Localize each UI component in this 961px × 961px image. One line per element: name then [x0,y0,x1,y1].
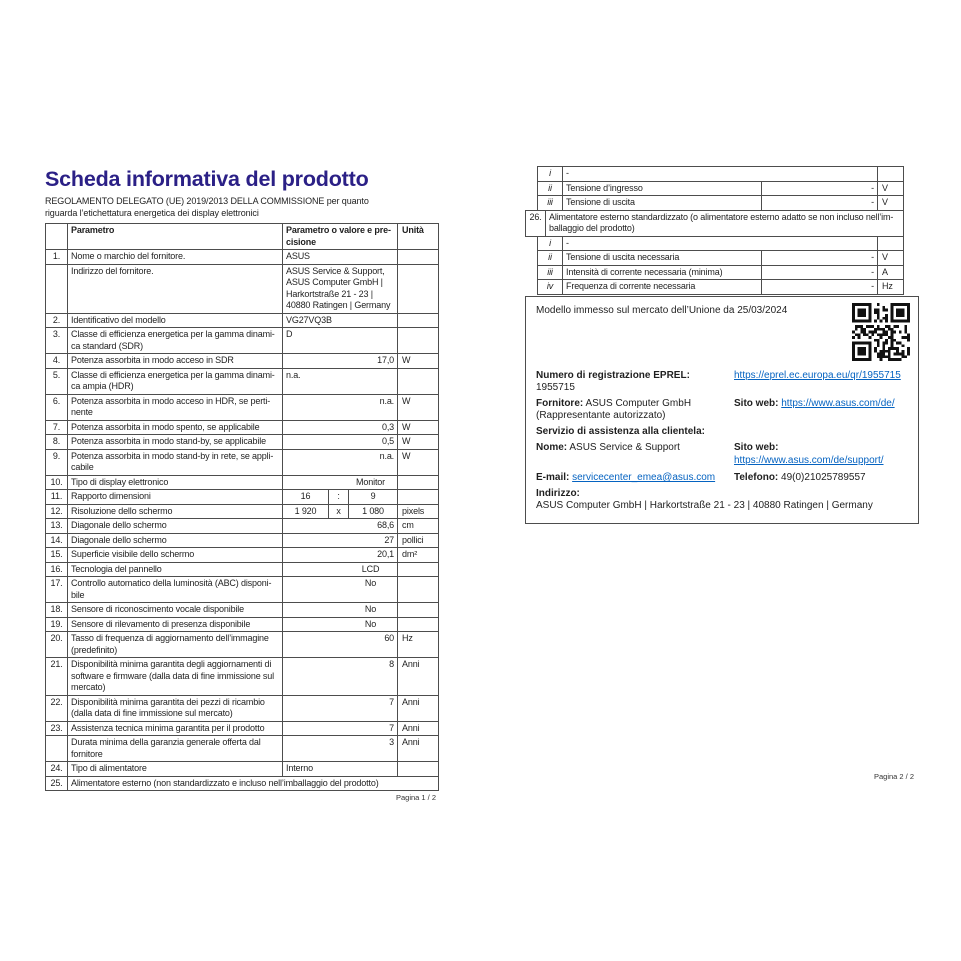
row-unit [398,475,439,490]
row-label: Disponibilità minima garantita degli aggiornamenti di software e firmware (dalla data di fine immissione sul mercato) [68,658,283,696]
row-num: 22. [46,695,68,721]
row-value: 7 [283,695,398,721]
eprel-label: Numero di registrazione EPREL: [536,369,690,381]
row-num [46,264,68,313]
row-unit [398,313,439,328]
row-unit: Anni [398,658,439,696]
row-label: Tensione di uscita necessaria [563,251,762,266]
table-row [46,420,439,435]
row-label: Indirizzo del fornitore. [68,264,283,313]
row-value: 68,6 [283,519,398,534]
table-row [526,210,904,236]
page-2 [525,166,919,511]
table-row [46,368,439,394]
email-link[interactable]: servicecenter_emea@asus.com [572,472,716,483]
row-unit [398,577,439,603]
table-row [46,548,439,563]
row-num: 10. [46,475,68,490]
row-value: 20,1 [283,548,398,563]
row-unit: V [878,181,904,196]
row-unit: W [398,449,439,475]
phone-label: Telefono: [734,472,779,483]
row-unit: Anni [398,695,439,721]
row-value: 27 [283,533,398,548]
row-num [46,736,68,762]
row-num: 3. [46,328,68,354]
table-row [46,562,439,577]
row-label: Tipo di display elettronico [68,475,283,490]
header-parametro: Parametro [68,224,283,250]
row-unit: W [398,435,439,450]
row-label: Risoluzione dello schermo [68,504,283,519]
row-unit [398,368,439,394]
row-value: No [283,577,398,603]
table-row [46,435,439,450]
row-unit: Hz [878,280,904,295]
row-label: Potenza assorbita in modo acceso in SDR [68,354,283,369]
table-row [46,475,439,490]
row-label: Superficie visibile dello schermo [68,548,283,563]
header-unita: Unità [398,224,439,250]
row-label: Identificativo del modello [68,313,283,328]
sub-parameters-table [537,236,904,295]
table-row [46,449,439,475]
row-unit [878,236,904,251]
header-valore: Parametro o valore e precisione [283,224,398,250]
row-value: 0,3 [283,420,398,435]
row-value-sep: : [329,490,349,505]
service-heading: Servizio di assistenza alla clientela: [536,425,705,437]
supplier [536,398,734,423]
table-row [538,251,904,266]
header-num [46,224,68,250]
row-num: 13. [46,519,68,534]
support-website [734,442,908,467]
row-label: Potenza assorbita in modo stand-by, se applicabile [68,435,283,450]
table-row [46,617,439,632]
table-row [46,328,439,354]
row-unit [398,250,439,265]
row-unit: Anni [398,736,439,762]
address-value: ASUS Computer GmbH | Harkortstraße 21 - 23 | 40880 Ratingen | Germany [536,500,873,511]
table-row [46,519,439,534]
row-num: 2. [46,313,68,328]
row-value: Monitor [283,475,398,490]
row-unit: dm² [398,548,439,563]
row-value: LCD [283,562,398,577]
row-label: Intensità di corrente necessaria (minima) [563,265,762,280]
row-unit [398,562,439,577]
row-num: 12. [46,504,68,519]
row-label: Durata minima della garanzia generale offerta dal fornitore [68,736,283,762]
table-row [46,762,439,777]
address-label: Indirizzo: [536,487,580,499]
row-unit: Anni [398,721,439,736]
website-label: Sito web: [734,397,779,409]
row-num: 21. [46,658,68,696]
page1-footer: Pagina 1 / 2 [395,793,436,802]
row-num: 24. [46,762,68,777]
row-unit [398,490,439,505]
product-table-body [46,250,439,791]
eprel-link[interactable]: https://eprel.ec.europa.eu/qr/1955715 [734,369,901,381]
row-subnum: iv [538,280,563,295]
row-value: 0,5 [283,435,398,450]
table-header-row [46,224,439,250]
row-label: Tensione di uscita [563,196,762,211]
name-value: ASUS Service & Support [569,442,680,453]
row-num: 15. [46,548,68,563]
row-value: 7 [283,721,398,736]
table-row [46,313,439,328]
row-value: - [762,196,878,211]
row-unit [398,603,439,618]
row-value: ASUS [283,250,398,265]
row-value: 8 [283,658,398,696]
table-row [46,603,439,618]
table-row [538,181,904,196]
row-value: 17,0 [283,354,398,369]
row-unit: pollici [398,533,439,548]
row-value: VG27VQ3B [283,313,398,328]
row-num: 16. [46,562,68,577]
row-num: 14. [46,533,68,548]
row-num: 5. [46,368,68,394]
row-unit [398,762,439,777]
row-label: Alimentatore esterno (non standardizzato e incluso nell’imballaggio del prodotto) [68,776,439,791]
row-subnum: ii [538,251,563,266]
row-unit [398,617,439,632]
row-label: Frequenza di corrente necessaria [563,280,762,295]
table-row [46,354,439,369]
row-label: Assistenza tecnica minima garantita per il prodotto [68,721,283,736]
row-label: Potenza assorbita in modo stand-by in rete, se applicabile [68,449,283,475]
row-label: Nome o marchio del fornitore. [68,250,283,265]
row-num: 20. [46,632,68,658]
row-value: n.a. [283,394,398,420]
row-subnum: iii [538,196,563,211]
sub-table-body [538,236,904,294]
row-label: Classe di efficienza energetica per la gamma dinamica standard (SDR) [68,328,283,354]
row-num: 6. [46,394,68,420]
row-unit: V [878,196,904,211]
table-row [46,490,439,505]
row-num: 26. [526,210,546,236]
page-title: Scheda informativa del prodotto [45,167,369,191]
row-label: Tensione d’ingresso [563,181,762,196]
name-label: Nome: [536,442,568,453]
row-label: Sensore di rilevamento di presenza disponibile [68,617,283,632]
row-num: 1. [46,250,68,265]
table-row [46,577,439,603]
row-value: 1 920 [283,504,329,519]
row-num: 18. [46,603,68,618]
row-value: - [762,181,878,196]
eprel-registration [536,370,734,395]
row-unit: Hz [398,632,439,658]
table-row [538,265,904,280]
row-value: - [762,265,878,280]
table-row [46,533,439,548]
row-subnum: i [538,167,563,182]
row-label: Potenza assorbita in modo spento, se applicabile [68,420,283,435]
row26-table [525,210,904,237]
phone-value: 49(0)21025789557 [781,472,866,483]
row-label: Diagonale dello schermo [68,519,283,534]
table-row [46,632,439,658]
row-value: 60 [283,632,398,658]
row-num: 8. [46,435,68,450]
table-row [46,264,439,313]
row-subnum: i [538,236,563,251]
row-num: 23. [46,721,68,736]
table-row [46,658,439,696]
table-row [46,695,439,721]
email-row [536,472,734,485]
row-label: Tipo di alimentatore [68,762,283,777]
support-site-link[interactable]: https://www.asus.com/de/support/ [734,454,884,466]
row-label: Potenza assorbita in modo acceso in HDR, se pertinente [68,394,283,420]
row-unit [878,167,904,182]
qr-code-icon [852,303,910,361]
row-value: n.a. [283,449,398,475]
row-value-sep: x [329,504,349,519]
table-row [46,721,439,736]
row-value: - [762,251,878,266]
table-row [46,394,439,420]
row-label: Controllo automatico della luminosità (ABC) disponibile [68,577,283,603]
table-row [46,250,439,265]
supplier-value: ASUS Computer GmbH (Rappresentante autorizzato) [536,397,692,421]
row-num: 19. [46,617,68,632]
page2-footer: Pagina 2 / 2 [873,772,914,781]
table-row [538,280,904,295]
page-1 [45,167,439,802]
row-label: Diagonale dello schermo [68,533,283,548]
row-subnum: ii [538,181,563,196]
table-row [538,167,904,182]
row-subnum: iii [538,265,563,280]
market-date: Modello immesso sul mercato dell’Unione da 25/03/2024 [536,305,788,316]
supplier-label: Fornitore: [536,397,584,409]
continuation-table [537,166,904,211]
service-name [536,442,734,467]
row-label: - [563,236,878,251]
row-unit: W [398,420,439,435]
table-row [46,736,439,762]
regulation-subtitle: REGOLAMENTO DELEGATO (UE) 2019/2013 DELLA COMMISSIONE per quanto riguarda l’etichettatura energetica dei display elettronici [45,196,369,218]
row-label: Tasso di frequenza di aggiornamento dell’immagine (predefinito) [68,632,283,658]
row-unit: cm [398,519,439,534]
row-num: 25. [46,776,68,791]
row-label: Disponibilità minima garantita dei pezzi di ricambio (dalla data di fine immissione sul mercato) [68,695,283,721]
row-value: D [283,328,398,354]
row-num: 9. [46,449,68,475]
row-num: 4. [46,354,68,369]
row-label: Alimentatore esterno standardizzato (o alimentatore esterno adatto se non incluso nell’imballaggio del prodotto) [546,210,904,236]
row-label: Tecnologia del pannello [68,562,283,577]
product-parameters-table [45,223,439,791]
row-value: 3 [283,736,398,762]
row-unit: A [878,265,904,280]
row-value: 16 [283,490,329,505]
row-value: 9 [349,490,398,505]
website-link[interactable]: https://www.asus.com/de/ [781,397,895,409]
row-value: 1 080 [349,504,398,519]
continuation-table-body [538,167,904,211]
table-row [538,196,904,211]
eprel-info-box [525,296,919,524]
table-row [46,776,439,791]
row-value: Interno [283,762,398,777]
row-num: 17. [46,577,68,603]
email-label: E-mail: [536,472,570,483]
row-value: - [762,280,878,295]
row-value: No [283,617,398,632]
row-num: 7. [46,420,68,435]
row-label: Classe di efficienza energetica per la gamma dinamica ampia (HDR) [68,368,283,394]
phone-row [734,472,908,485]
row-unit: W [398,354,439,369]
row-label: Sensore di riconoscimento vocale disponibile [68,603,283,618]
row-unit [398,264,439,313]
table-row [538,236,904,251]
row-unit: W [398,394,439,420]
row-label: - [563,167,878,182]
row-unit: pixels [398,504,439,519]
row-value: ASUS Service & Support, ASUS Computer GmbH | Harkortstraße 21 - 23 | 40880 Ratingen | Germany [283,264,398,313]
supplier-website [734,398,908,423]
row-unit [398,328,439,354]
eprel-number: 1955715 [536,382,575,393]
row-value: No [283,603,398,618]
row-num: 11. [46,490,68,505]
row-unit: V [878,251,904,266]
support-site-label: Sito web: [734,442,779,453]
table-row [46,504,439,519]
row-label: Rapporto dimensioni [68,490,283,505]
row-value: n.a. [283,368,398,394]
